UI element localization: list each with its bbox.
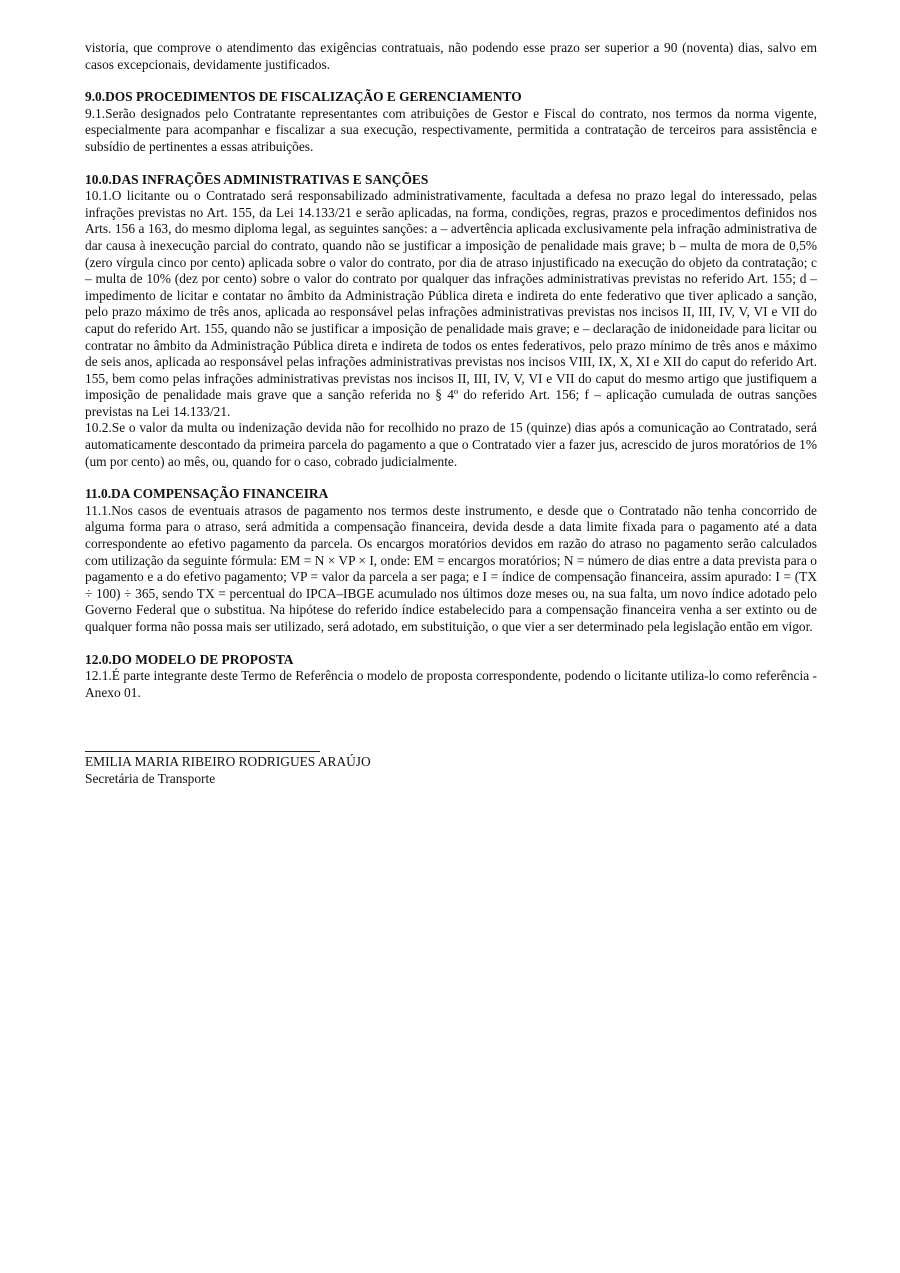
section-paragraph: 10.2.Se o valor da multa ou indenização devida não for recolhido no prazo de 15 (quinze) dias após a comunicação ao Contratado, será automaticamente descontado da primeira parcela do pagamento a que o Contratado vier a fazer jus, acrescido de juros moratórios de 1% (um por cento) ao mês, ou, quando for o caso, cobrado judicialmente. xyxy=(85,420,817,469)
section-paragraph: 12.1.É parte integrante deste Termo de Referência o modelo de proposta correspondente, podendo o licitante utiliza-lo como referência - Anexo 01. xyxy=(85,668,817,700)
section-paragraph: 9.1.Serão designados pelo Contratante representantes com atribuições de Gestor e Fiscal do contrato, nos termos da norma vigente, especialmente para acompanhar e fiscalizar a sua execução, respectivamente, permitida a contratação de terceiros para assistência e subsídio de pertinentes a essas atribuições. xyxy=(85,105,817,154)
section-compensacao xyxy=(85,486,817,635)
section-modelo-proposta xyxy=(85,652,817,702)
section-heading: 9.0.DOS PROCEDIMENTOS DE FISCALIZAÇÃO E GERENCIAMENTO xyxy=(85,89,522,105)
document-page xyxy=(85,40,817,788)
signature-line xyxy=(85,751,320,752)
section-heading: 11.0.DA COMPENSAÇÃO FINANCEIRA xyxy=(85,486,329,502)
signature-block xyxy=(85,751,817,787)
signatory-name: EMILIA MARIA RIBEIRO RODRIGUES ARAÚJO xyxy=(85,754,371,770)
section-paragraph: 10.1.O licitante ou o Contratado será responsabilizado administrativamente, facultada a defesa no prazo legal do interessado, pelas infrações previstas no Art. 155, da Lei 14.133/21 e serão aplicadas, na forma, condições, regras, prazos e procedimentos definidos nos Arts. 156 a 163, do mesmo diploma legal, as seguintes sanções: a – advertência aplicada exclusivamente pela infração administrativa de dar causa à inexecução parcial do contrato, quando não se justificar a imposição de penalidade mais grave; b – multa de mora de 0,5% (zero vírgula cinco por cento) aplicada sobre o valor do contrato, por dia de atraso injustificado na execução do objeto da contratação; c – multa de 10% (dez por cento) sobre o valor do contrato por qualquer das infrações administrativas previstas no referido Art. 155; d – impedimento de licitar e contatar no âmbito da Administração Pública direta e indireta do ente federativo que tiver aplicado a sanção, pelo prazo máximo de três anos, aplicada ao responsável pelas infrações administrativas previstas nos incisos II, III, IV, V, VI e VII do caput do referido Art. 155, quando não se justificar a imposição de penalidade mais grave; e – declaração de inidoneidade para licitar ou contratar no âmbito da Administração Pública direta e indireta de todos os entes federativos, pelo prazo mínimo de três anos e máximo de seis anos, aplicada ao responsável pelas infrações administrativas previstas nos incisos VIII, IX, X, XI e XII do caput do referido Art. 155, bem como pelas infrações administrativas previstas nos incisos II, III, IV, V, VI e VII do caput do mesmo artigo que justifiquem a imposição de penalidade mais grave que a sanção referida no § 4º do referido Art. 156; f – aplicação cumulada de outras sanções previstas na Lei 14.133/21. xyxy=(85,188,817,419)
section-fiscalizacao xyxy=(85,89,817,155)
intro-paragraph: vistoria, que comprove o atendimento das exigências contratuais, não podendo esse prazo ser superior a 90 (noventa) dias, salvo em casos excepcionais, devidamente justificados. xyxy=(85,40,817,72)
section-heading: 12.0.DO MODELO DE PROPOSTA xyxy=(85,651,294,667)
section-paragraph: 11.1.Nos casos de eventuais atrasos de pagamento nos termos deste instrumento, e desde que o Contratado não tenha concorrido de alguma forma para o atraso, será admitida a compensação financeira, devida desde a data limite fixada para o pagamento até a data correspondente ao efetivo pagamento da parcela. Os encargos moratórios devidos em razão do atraso no pagamento serão calculados com utilização da seguinte fórmula: EM = N × VP × I, onde: EM = encargos moratórios; N = número de dias entre a data prevista para o pagamento e a do efetivo pagamento; VP = valor da parcela a ser paga; e I = índice de compensação financeira, assim apurado: I = (TX ÷ 100) ÷ 365, sendo TX = percentual do IPCA–IBGE acumulado nos últimos doze meses ou, na sua falta, um novo índice adotado pelo Governo Federal que o substitua. Na hipótese do referido índice estabelecido para a compensação financeira venha a ser extinto ou de qualquer forma não possa mais ser utilizado, será adotado, em substituição, o que vier a ser determinado pela legislação então em vigor. xyxy=(85,502,817,634)
signatory-role: Secretária de Transporte xyxy=(85,770,216,786)
section-infracoes xyxy=(85,172,817,471)
section-heading: 10.0.DAS INFRAÇÕES ADMINISTRATIVAS E SANÇÕES xyxy=(85,171,429,187)
